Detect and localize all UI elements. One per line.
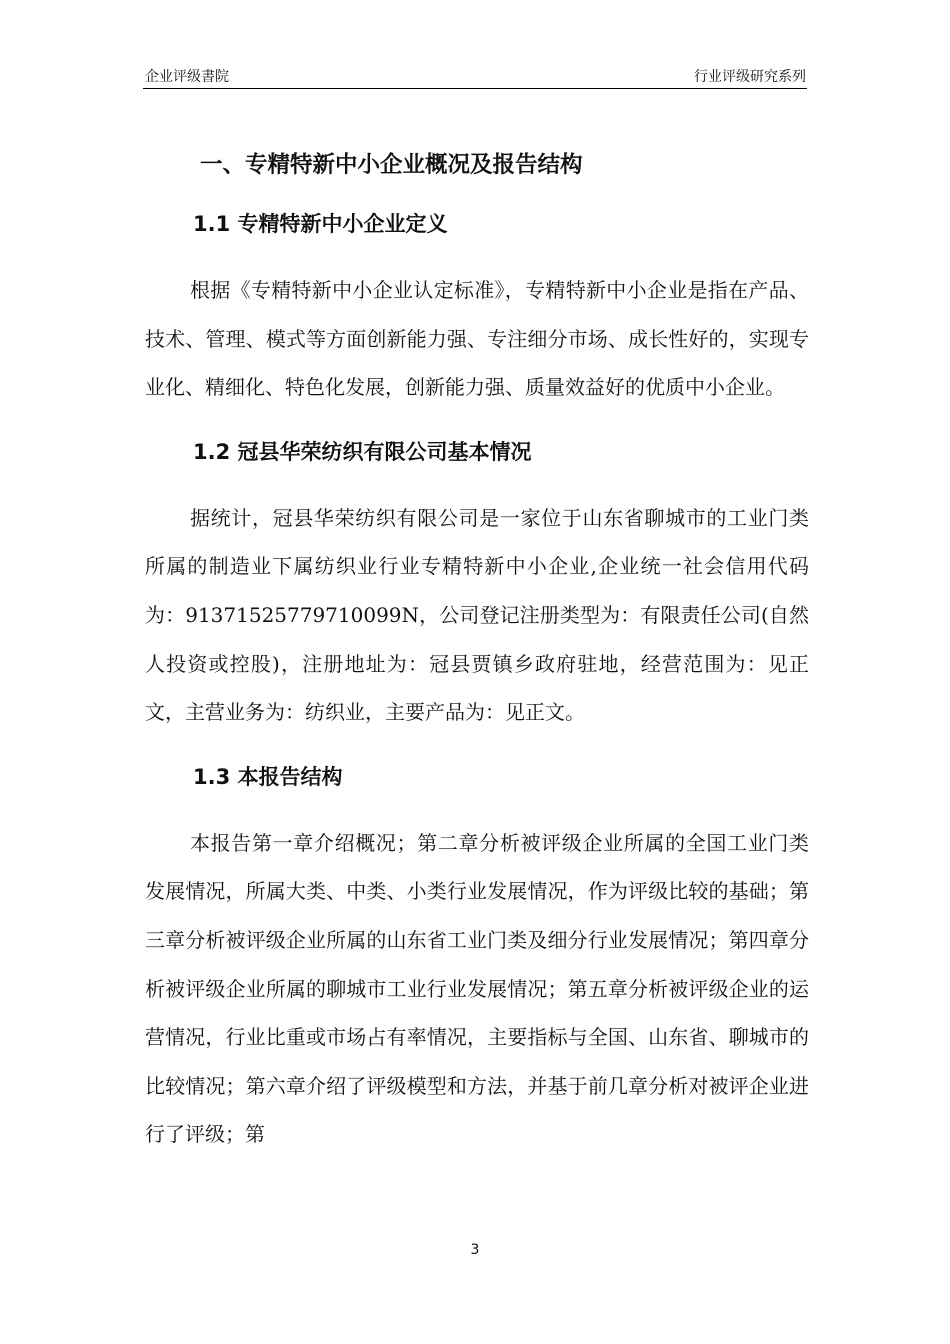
paragraph-report-structure: 本报告第一章介绍概况；第二章分析被评级企业所属的全国工业门类发展情况，所属大类、中类、小类行业发展情况，作为评级比较的基础；第三章分析被评级企业所属的山东省工业门类及细分行业发展情况；第四章分析被评级企业所属的聊城市工业行业发展情况；第五章分析被评级企业的运营情况，行业比重或市场占有率情况，主要指标与全国、山东省、聊城市的比较情况；第六章介绍了评级模型和方法，并基于前几章分析对被评企业进行了评级；第 — [145, 830, 809, 1147]
subsection-heading-1-2: 1.2 冠县华荣纺织有限公司基本情况 — [193, 439, 532, 464]
document-body — [145, 140, 809, 1159]
header-left-text: 企业评级書院 — [145, 69, 229, 85]
header-right-text: 行业评级研究系列 — [694, 69, 806, 85]
paragraph-definition: 根据《专精特新中小企业认定标准》，专精特新中小企业是指在产品、技术、管理、模式等方面创新能力强、专注细分市场、成长性好的，实现专业化、精细化、特色化发展，创新能力强、质量效益好的优质中小企业。 — [145, 278, 809, 400]
subsection-heading-1-3: 1.3 本报告结构 — [193, 764, 343, 789]
paragraph-company-info: 据统计，冠县华荣纺织有限公司是一家位于山东省聊城市的工业门类所属的制造业下属纺织业行业专精特新中小企业,企业统一社会信用代码为：91371525779710099N，公司登记注册类型为：有限责任公司(自然人投资或控股)，注册地址为：冠县贾镇乡政府驻地，经营范围为：见正文，主营业务为：纺织业，主要产品为：见正文。 — [145, 505, 809, 725]
section-heading: 一、专精特新中小企业概况及报告结构 — [200, 152, 583, 178]
header-rule — [143, 88, 807, 89]
subsection-heading-1-1: 1.1 专精特新中小企业定义 — [193, 212, 448, 236]
page-number: 3 — [470, 1242, 480, 1258]
